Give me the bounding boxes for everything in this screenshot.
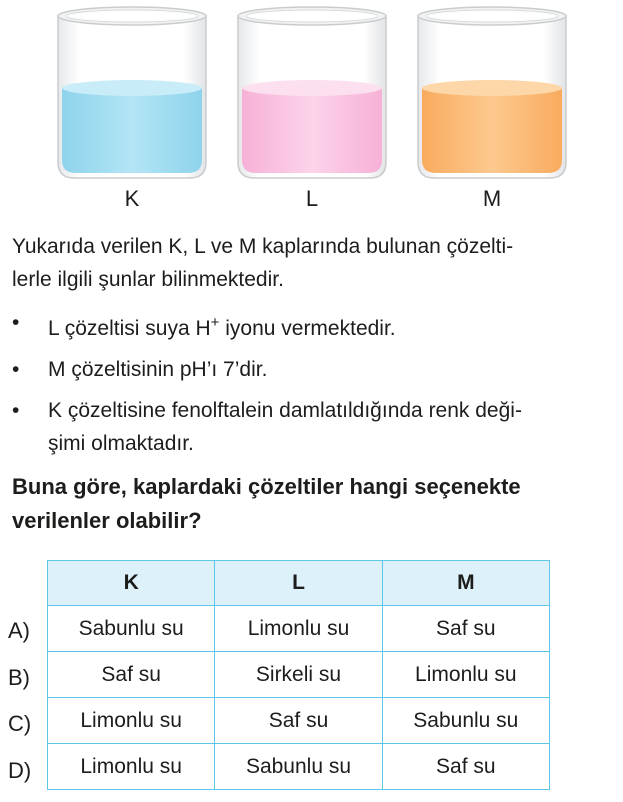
question-line-2: verilenler olabilir? <box>12 508 202 533</box>
beaker-m-graphic <box>412 2 572 182</box>
answer-options <box>0 560 623 800</box>
intro-paragraph <box>12 230 612 296</box>
table-cell: Limonlu su <box>48 698 215 744</box>
beaker-m <box>412 2 572 182</box>
column-header-l: L <box>215 561 382 606</box>
table-cell: Saf su <box>382 744 549 790</box>
beaker-l <box>232 2 392 182</box>
fact-m-text: M çözeltisinin pH’ı 7’dir. <box>48 358 268 381</box>
bullet-icon: • <box>12 311 20 334</box>
option-label-a[interactable]: A) <box>8 618 30 643</box>
table-row-b[interactable] <box>48 652 550 698</box>
table-row-a[interactable] <box>48 606 550 652</box>
beaker-k <box>52 2 212 182</box>
facts-list <box>12 306 612 460</box>
options-table <box>47 560 550 790</box>
fact-item-m <box>12 353 612 386</box>
option-label-c[interactable]: C) <box>8 711 32 736</box>
table-cell: Limonlu su <box>48 744 215 790</box>
table-cell: Sabunlu su <box>48 606 215 652</box>
beaker-label-k: K <box>124 186 140 211</box>
column-header-k: K <box>48 561 215 606</box>
table-cell: Sabunlu su <box>382 698 549 744</box>
fact-k-line-2: şimi olmaktadır. <box>48 432 194 455</box>
liquid-m <box>422 88 562 173</box>
beaker-illustration <box>0 0 623 215</box>
table-cell: Saf su <box>382 606 549 652</box>
fact-l-text-pre: L çözeltisi suya H <box>48 317 211 340</box>
fact-l-superscript: + <box>210 314 220 331</box>
fact-item-l <box>12 306 612 345</box>
intro-line-1: Yukarıda verilen K, L ve M kaplarında bulunan çözelti- <box>12 235 514 258</box>
option-label-b[interactable]: B) <box>8 665 30 690</box>
liquid-l <box>242 88 382 173</box>
column-header-m: M <box>382 561 549 606</box>
beaker-label-m: M <box>482 186 502 211</box>
bullet-icon: • <box>12 399 20 422</box>
intro-line-2: lerle ilgili şunlar bilinmektedir. <box>12 268 284 291</box>
fact-item-k <box>12 394 612 460</box>
table-cell: Limonlu su <box>382 652 549 698</box>
table-row-d[interactable] <box>48 744 550 790</box>
beaker-k-graphic <box>52 2 212 182</box>
table-row-c[interactable] <box>48 698 550 744</box>
table-header-row <box>48 561 550 606</box>
question-line-1: Buna göre, kaplardaki çözeltiler hangi seçenekte <box>12 474 521 499</box>
table-cell: Saf su <box>48 652 215 698</box>
table-cell: Saf su <box>215 698 382 744</box>
liquid-k <box>62 88 202 173</box>
beaker-l-graphic <box>232 2 392 182</box>
table-cell: Sabunlu su <box>215 744 382 790</box>
beaker-label-l: L <box>305 186 319 211</box>
question-text <box>12 470 612 538</box>
table-cell: Limonlu su <box>215 606 382 652</box>
option-label-d[interactable]: D) <box>8 758 32 783</box>
table-cell: Sirkeli su <box>215 652 382 698</box>
fact-k-line-1: K çözeltisine fenolftalein damlatıldığında renk deği- <box>48 399 522 422</box>
bullet-icon: • <box>12 358 20 381</box>
fact-l-text-post: iyonu vermektedir. <box>219 317 396 340</box>
